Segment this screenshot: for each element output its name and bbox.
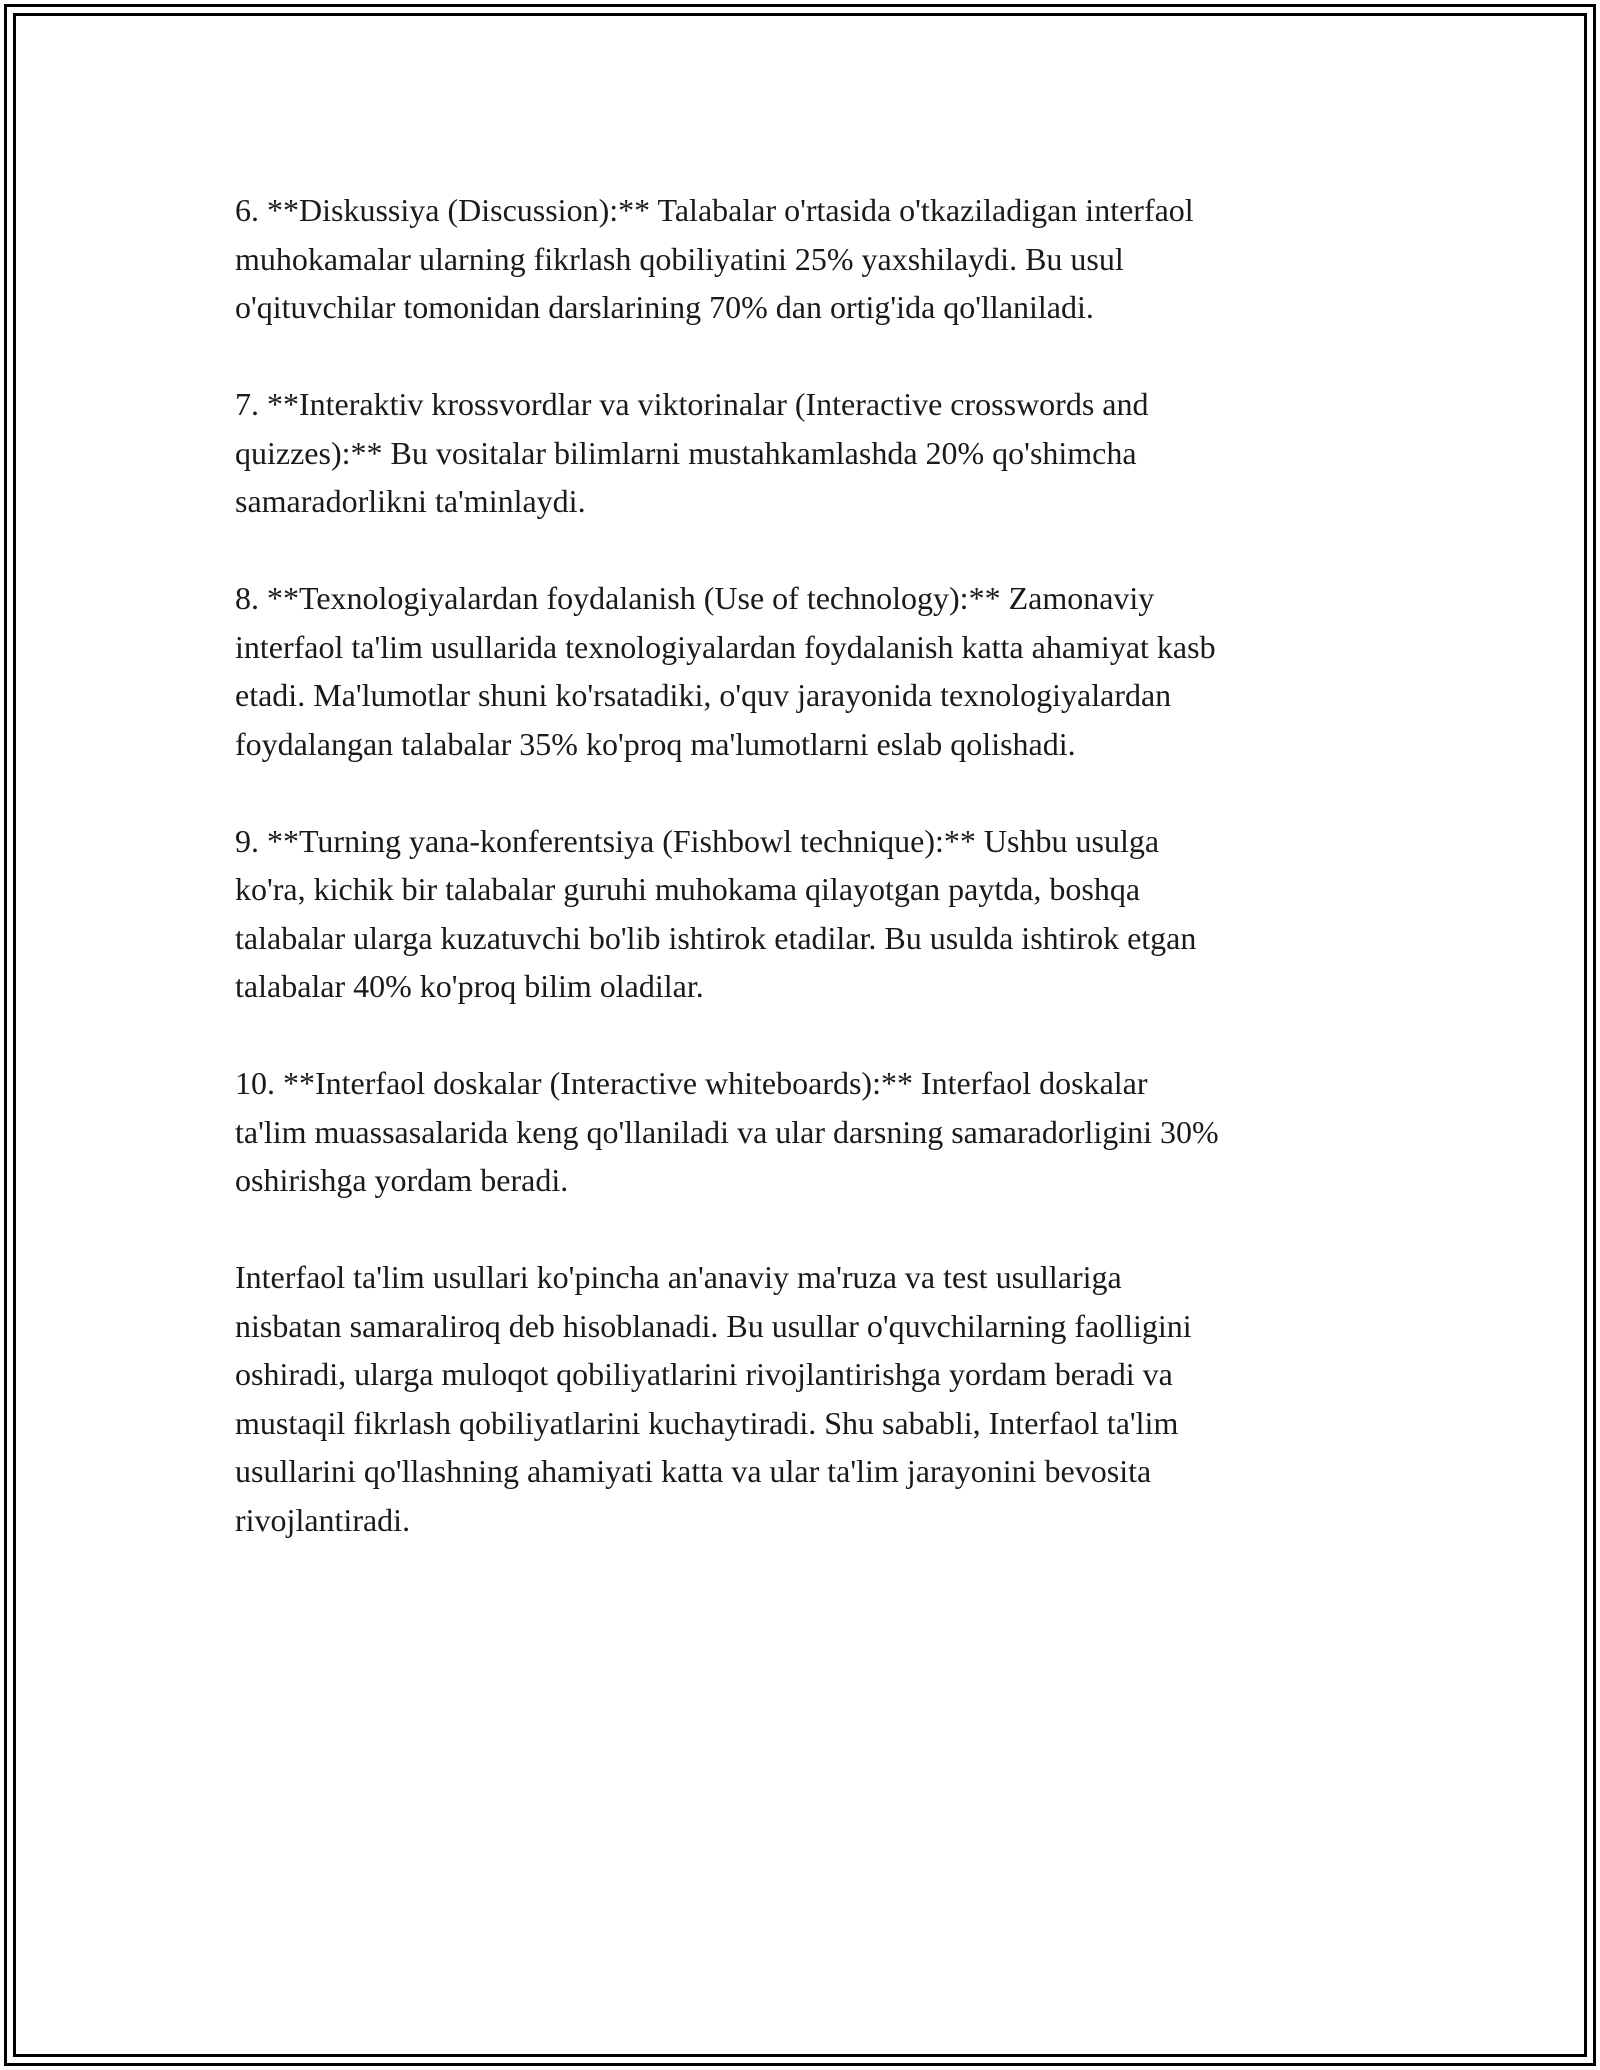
paragraph-fishbowl-technique: 9. **Turning yana-konferentsiya (Fishbowl technique):** Ushbu usulga ko'ra, kichik bir talabalar guruhi muhokama qilayotgan paytda, boshqa talabalar ularga kuzatuvchi bo'lib ishtirok etadilar. Bu usulda ishtirok etgan talabalar 40% ko'proq bilim oladilar. [235,822,1197,1004]
document-body [235,186,1375,1593]
paragraph-discussion: 6. **Diskussiya (Discussion):** Talabalar o'rtasida o'tkaziladigan interfaol muhokamalar ularning fikrlash qobiliyatini 25% yaxshilaydi. Bu usul o'qituvchilar tomonidan darslarining 70% dan ortig'ida qo'llaniladi. [235,192,1194,325]
paragraph-use-of-technology: 8. **Texnologiyalardan foydalanish (Use of technology):** Zamonaviy interfaol ta'lim usullarida texnologiyalardan foydalanish katta ahamiyat kasb etadi. Ma'lumotlar shuni ko'rsatadiki, o'quv jarayonida texnologiyalardan foydalangan talabalar 35% ko'proq ma'lumotlarni eslab qolishadi. [235,580,1216,762]
paragraph-crosswords-quizzes: 7. **Interaktiv krossvordlar va viktorinalar (Interactive crosswords and quizzes):** Bu vositalar bilimlarni mustahkamlashda 20% qo'shimcha samaradorlikni ta'minlaydi. [235,386,1149,519]
paragraph-conclusion: Interfaol ta'lim usullari ko'pincha an'anaviy ma'ruza va test usullariga nisbatan samaraliroq deb hisoblanadi. Bu usullar o'quvchilarning faolligini oshiradi, ularga muloqot qobiliyatlarini rivojlantirishga yordam beradi va mustaqil fikrlash qobiliyatlarini kuchaytiradi. Shu sababli, Interfaol ta'lim usullarini qo'llashning ahamiyati katta va ular ta'lim jarayonini bevosita rivojlantiradi. [235,1259,1192,1538]
paragraph-interactive-whiteboards: 10. **Interfaol doskalar (Interactive whiteboards):** Interfaol doskalar ta'lim muassasalarida keng qo'llaniladi va ular darsning samaradorligini 30% oshirishga yordam beradi. [235,1065,1219,1198]
